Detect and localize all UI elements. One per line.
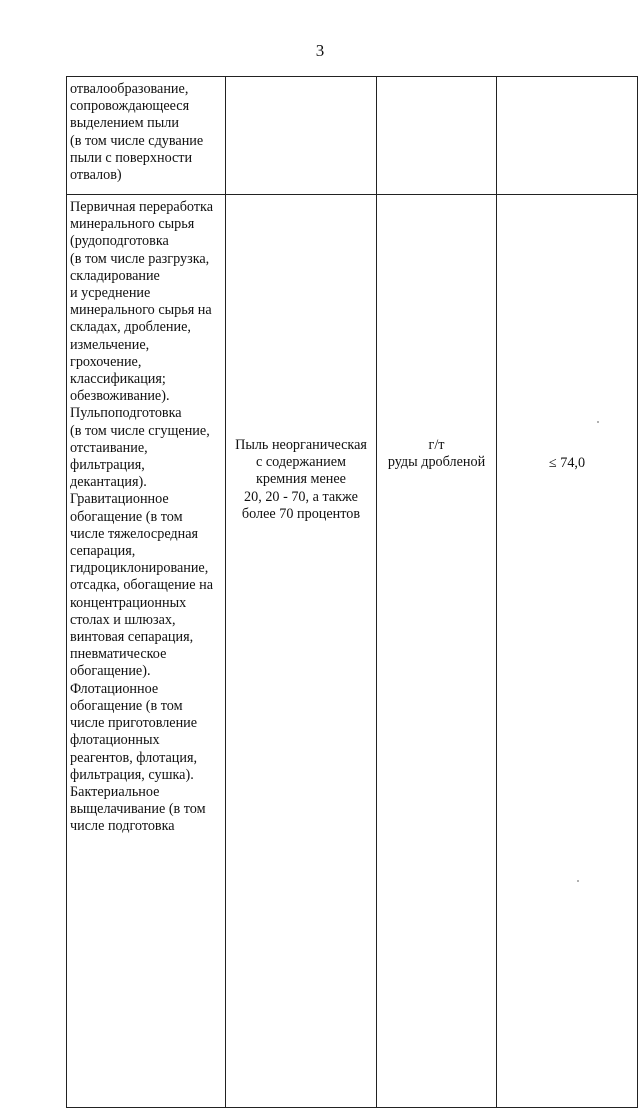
scan-speck [577,880,579,882]
process-line: числе тяжелосредная [70,525,199,542]
process-line: отвалов) [70,167,122,184]
process-line: минерального сырья [70,216,195,233]
process-line: Бактериальное [70,783,160,800]
process-line: (в том числе разгрузка, [70,250,210,267]
process-line: обезвоживание). [70,388,170,405]
process-line: Первичная переработка [70,199,213,215]
process-line: складах, дробление, [70,319,191,336]
process-line: обогащение (в том [70,508,183,525]
pollutant-line: 20, 20 - 70, а также [244,488,358,505]
norm-cell [497,77,638,195]
process-line: отсадка, обогащение на [70,577,213,594]
unit-line: г/т [428,437,445,453]
pollutant-line: Пыль неорганическая [235,437,367,453]
process-line: Гравитационное [70,491,169,508]
process-line: числе приготовление [70,715,198,732]
process-line: сепарация, [70,543,136,560]
process-line: минерального сырья на [70,302,212,319]
pollutant-line: кремния менее [256,471,346,488]
process-line: числе подготовка [70,818,175,835]
page-number: 3 [315,41,325,60]
process-line: классификация; [70,371,166,388]
process-line: сопровождающееся [70,98,190,115]
process-line: фильтрация, [70,457,145,474]
process-cell [67,77,226,195]
process-line: отстаивание, [70,439,148,456]
unit-cell [377,195,497,1108]
process-line: выщелачивание (в том [70,801,206,818]
unit-line: руды дробленой [387,454,486,471]
process-line: (в том числе сгущение, [70,422,210,439]
norm-cell [497,195,638,1108]
process-cell [67,195,226,1108]
process-line: (рудоподготовка [70,233,169,250]
process-line: и усреднение [70,285,151,302]
scan-speck [597,421,599,423]
process-line: Флотационное [70,680,159,697]
process-line: столах и шлюзах, [70,611,176,628]
process-line: измельчение, [70,336,150,353]
pollutant-cell [226,195,377,1108]
process-line: гидроциклонирование, [70,560,209,577]
pollutant-line: более 70 процентов [241,505,361,522]
process-line: фильтрация, сушка). [70,766,194,783]
process-line: отвалообразование, [70,81,189,97]
process-line: флотационных [70,732,160,749]
process-line: грохочение, [70,353,142,370]
process-line: (в том числе сдувание [70,132,204,149]
process-line: декантация). [70,474,147,491]
norm-value: ≤ 74,0 [548,455,586,471]
process-line: обогащение). [70,663,151,680]
process-line: пыли с поверхности [70,149,193,166]
process-line: реагентов, флотация, [70,749,198,766]
process-line: концентрационных [70,594,187,611]
pollutant-cell [226,77,377,195]
emission-norms-table [66,76,638,1108]
process-line: обогащение (в том [70,697,183,714]
table-row [67,195,638,1108]
process-line: пневматическое [70,646,167,663]
table-row [67,77,638,195]
pollutant-line: с содержанием [256,454,346,471]
process-line: винтовая сепарация, [70,629,194,646]
process-line: Пульпоподготовка [70,405,182,422]
unit-cell [377,77,497,195]
process-line: складирование [70,267,160,284]
process-line: выделением пыли [70,115,179,132]
